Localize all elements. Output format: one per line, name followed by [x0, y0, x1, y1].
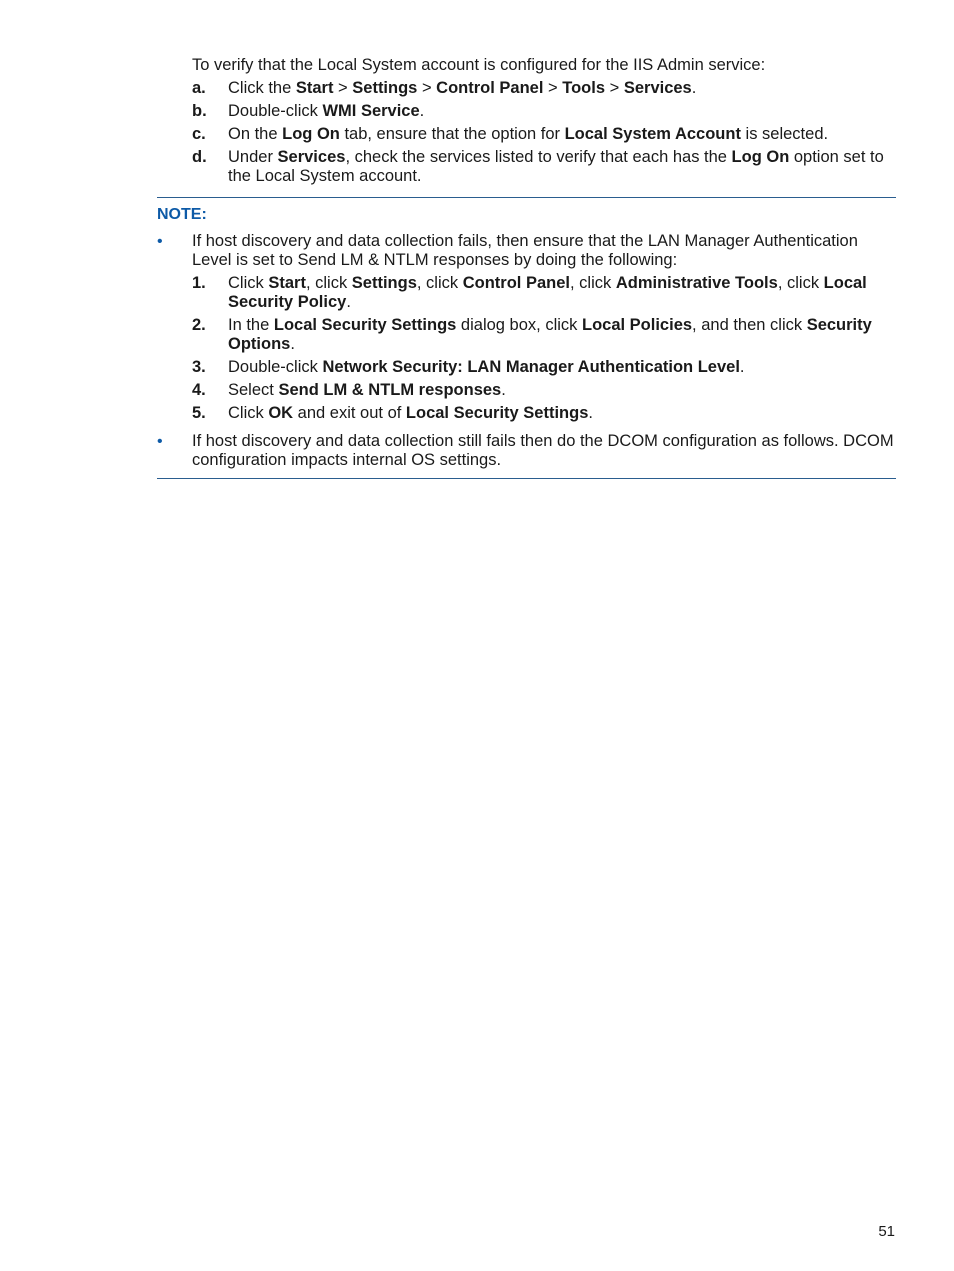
step-text-run: , click — [569, 274, 616, 292]
ui-term: Settings — [352, 79, 418, 97]
step-text — [228, 358, 745, 376]
ui-term: Local System Account — [564, 125, 741, 143]
step-text — [228, 102, 424, 120]
step-text-run: . — [691, 79, 697, 97]
list-item — [192, 79, 896, 98]
step-text-run: . — [419, 102, 425, 120]
step-text — [228, 148, 884, 185]
step-text-run: Double-click — [228, 358, 323, 376]
step-text-run: . — [739, 358, 745, 376]
step-text-run: is selected. — [740, 125, 829, 143]
ui-term: Local Security Policy — [228, 274, 867, 311]
ui-term: Control Panel — [436, 79, 544, 97]
step-text-run: Select — [228, 381, 279, 399]
step-text — [228, 79, 696, 97]
intro-lead: To verify that the Local System account is configured for the IIS Admin service: — [192, 56, 766, 74]
step-label: 5. — [192, 404, 206, 422]
step-text-run: , and then click — [692, 316, 807, 334]
step-text-run: Click the — [228, 79, 296, 97]
step-label: 3. — [192, 358, 206, 376]
note-top-rule — [157, 197, 896, 198]
step-text-run: > — [417, 79, 437, 97]
list-item — [192, 274, 896, 312]
step-text-run: , click — [416, 274, 463, 292]
step-text-run: dialog box, click — [456, 316, 582, 334]
ui-term: Start — [268, 274, 306, 292]
ui-term: Local Security Settings — [273, 316, 457, 334]
ui-term: Settings — [351, 274, 417, 292]
step-text-run: , check the services listed to verify that each has the — [345, 148, 732, 166]
ui-term: Control Panel — [462, 274, 570, 292]
note-bullet-1-text: If host discovery and data collection fails, then ensure that the LAN Manager Authentication Level is set to Send LM & NTLM responses by doing the following: — [192, 232, 858, 269]
ui-term: Services — [277, 148, 346, 166]
ui-term: WMI Service — [322, 102, 420, 120]
ui-term: Network Security: LAN Manager Authentication Level — [322, 358, 740, 376]
step-text-run: . — [290, 335, 295, 353]
ui-term: Log On — [282, 125, 340, 143]
step-label: 2. — [192, 316, 206, 334]
ui-term: Tools — [562, 79, 606, 97]
step-text-run: option set to the Local System account. — [228, 148, 884, 185]
note-steps-list — [192, 274, 896, 423]
step-text-run: , click — [305, 274, 352, 292]
step-text-run: tab, ensure that the option for — [339, 125, 565, 143]
step-text-run: Click — [228, 404, 269, 422]
list-item — [192, 381, 896, 400]
list-item — [192, 102, 896, 121]
intro-steps-list — [192, 79, 896, 186]
step-text-run: . — [588, 404, 593, 422]
ui-term: Administrative Tools — [615, 274, 778, 292]
bullet-icon: • — [157, 233, 163, 250]
step-text-run: and exit out of — [293, 404, 406, 422]
step-text-run: Under — [228, 148, 278, 166]
step-text-run: On the — [228, 125, 283, 143]
step-label: b. — [192, 102, 207, 120]
step-text-run: Click — [228, 274, 269, 292]
step-text-run: In the — [228, 316, 274, 334]
step-text-run: . — [501, 381, 506, 399]
list-item — [192, 358, 896, 377]
ui-term: Services — [623, 79, 692, 97]
ui-term: Local Policies — [582, 316, 693, 334]
ui-term: Local Security Settings — [405, 404, 589, 422]
ui-term: Security Options — [228, 316, 872, 353]
note-bullet-1 — [157, 232, 896, 423]
step-text — [228, 404, 593, 422]
note-bullet-2-text: If host discovery and data collection still fails then do the DCOM configuration as follows. DCOM configuration impacts internal OS settings. — [192, 432, 894, 469]
step-label: c. — [192, 125, 206, 143]
step-text-run: > — [333, 79, 353, 97]
list-item — [192, 404, 896, 423]
step-text-run: . — [346, 293, 351, 311]
intro-section — [192, 56, 896, 186]
list-item — [192, 125, 896, 144]
bullet-icon: • — [157, 433, 163, 450]
step-text — [228, 274, 867, 311]
list-item — [192, 316, 896, 354]
ui-term: Send LM & NTLM responses — [278, 381, 502, 399]
step-label: 4. — [192, 381, 206, 399]
ui-term: Start — [295, 79, 334, 97]
note-bullet-2 — [157, 432, 896, 470]
step-text-run: > — [605, 79, 624, 97]
step-label: 1. — [192, 274, 206, 292]
list-item — [192, 148, 896, 186]
step-text-run: Double-click — [228, 102, 323, 120]
step-text — [228, 381, 506, 399]
step-text-run: , click — [777, 274, 824, 292]
page-number: 51 — [878, 1223, 895, 1240]
ui-term: Log On — [731, 148, 790, 166]
step-label: d. — [192, 148, 207, 166]
note-bottom-rule — [157, 478, 896, 479]
ui-term: OK — [268, 404, 294, 422]
step-text — [228, 316, 872, 353]
step-text-run: > — [543, 79, 563, 97]
note-title: NOTE: — [157, 206, 207, 223]
step-label: a. — [192, 79, 206, 97]
step-text — [228, 125, 828, 143]
